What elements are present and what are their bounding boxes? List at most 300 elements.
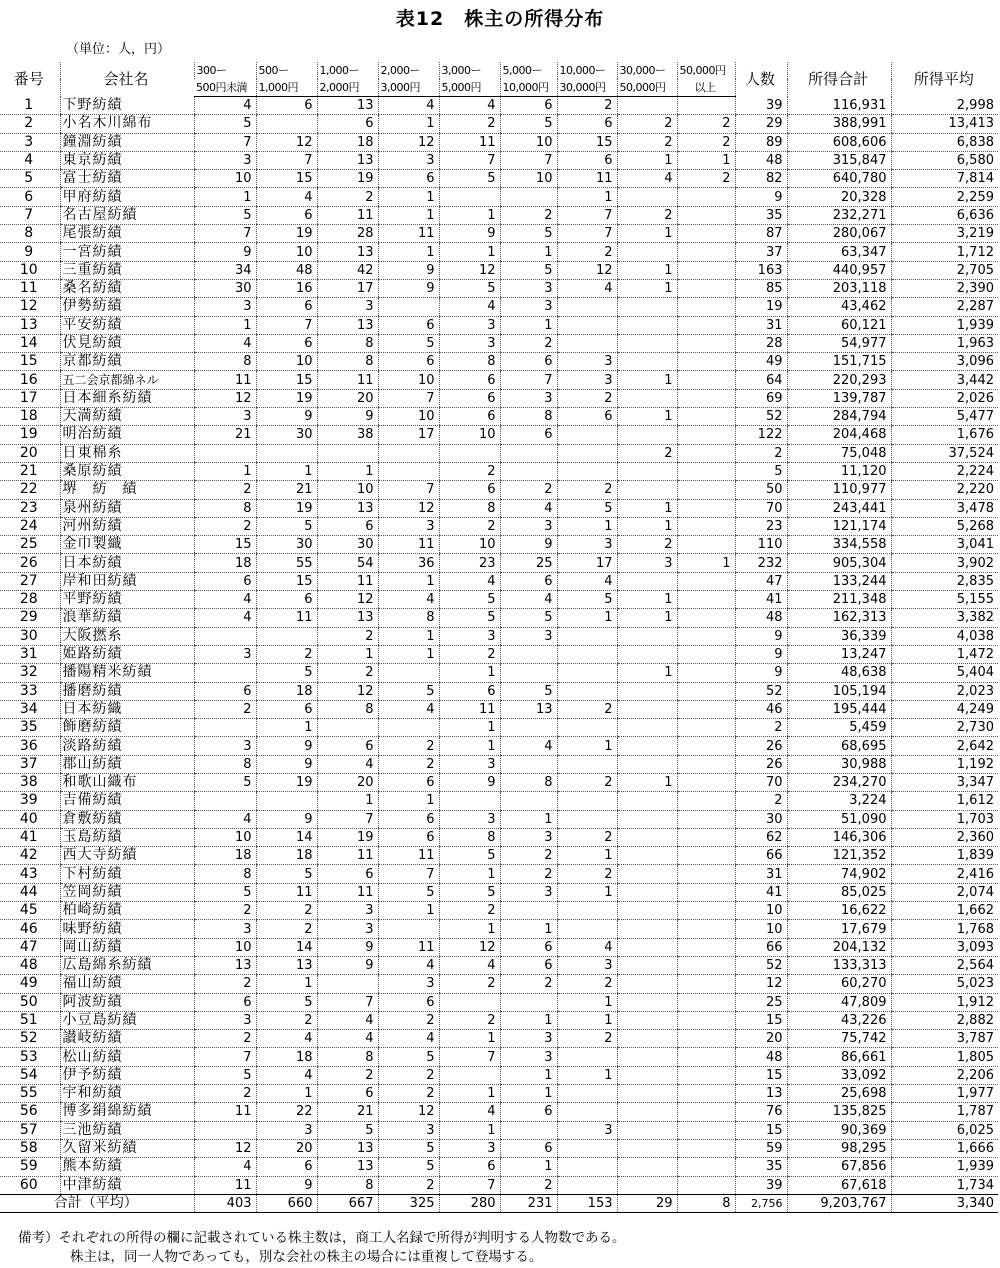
range-count-cell bbox=[617, 627, 677, 645]
range-count-cell: 1 bbox=[617, 225, 677, 243]
range-count-cell: 1 bbox=[194, 462, 256, 480]
range-count-cell: 12 bbox=[194, 389, 256, 407]
range-count-cell: 6 bbox=[500, 938, 557, 956]
range-count-cell bbox=[617, 700, 677, 718]
income-total: 5,459 bbox=[787, 719, 891, 737]
shareholder-count: 12 bbox=[735, 975, 787, 993]
range-count-cell: 9 bbox=[256, 810, 317, 828]
range-count-cell bbox=[677, 1121, 735, 1139]
income-total: 162,313 bbox=[787, 609, 891, 627]
range-count-cell: 11 bbox=[378, 938, 439, 956]
range-count-cell: 18 bbox=[256, 682, 317, 700]
range-count-cell bbox=[677, 828, 735, 846]
range-count-cell: 20 bbox=[256, 1139, 317, 1157]
range-count-cell: 2 bbox=[194, 700, 256, 718]
range-count-cell bbox=[617, 1121, 677, 1139]
income-average: 1,612 bbox=[891, 792, 998, 810]
company-name: 博多絹綿紡績 bbox=[60, 1103, 194, 1121]
range-count-cell: 11 bbox=[194, 371, 256, 389]
range-count-cell: 2 bbox=[378, 1011, 439, 1029]
company-name: 岡山紡績 bbox=[60, 938, 194, 956]
range-count-cell: 6 bbox=[500, 426, 557, 444]
income-average: 1,839 bbox=[891, 847, 998, 865]
row-number: 46 bbox=[0, 920, 60, 938]
header-range-top: 500ー bbox=[256, 62, 317, 79]
row-number: 48 bbox=[0, 956, 60, 974]
range-count-cell bbox=[557, 755, 617, 773]
range-count-cell: 9 bbox=[256, 737, 317, 755]
range-count-cell: 5 bbox=[194, 206, 256, 224]
range-count-cell: 1 bbox=[617, 664, 677, 682]
range-count-cell: 2 bbox=[256, 645, 317, 663]
range-count-cell bbox=[557, 316, 617, 334]
range-count-cell bbox=[557, 645, 617, 663]
range-count-cell: 4 bbox=[194, 1158, 256, 1176]
header-range-bottom: 10,000円 bbox=[500, 79, 557, 97]
range-count-cell: 1 bbox=[378, 243, 439, 261]
row-number: 11 bbox=[0, 279, 60, 297]
range-count-cell bbox=[617, 1030, 677, 1048]
shareholder-count: 85 bbox=[735, 279, 787, 297]
range-count-cell: 19 bbox=[256, 225, 317, 243]
income-average: 13,413 bbox=[891, 115, 998, 133]
range-count-cell bbox=[617, 462, 677, 480]
range-count-cell bbox=[557, 627, 617, 645]
row-number: 14 bbox=[0, 334, 60, 352]
notes bbox=[18, 1229, 626, 1267]
company-name: 吉備紡績 bbox=[60, 792, 194, 810]
income-average: 2,287 bbox=[891, 298, 998, 316]
range-count-cell: 19 bbox=[256, 499, 317, 517]
range-count-cell bbox=[677, 225, 735, 243]
range-count-cell: 12 bbox=[317, 591, 378, 609]
table-row bbox=[0, 462, 998, 480]
range-count-cell: 1 bbox=[557, 188, 617, 206]
range-count-cell: 10 bbox=[500, 170, 557, 188]
row-number: 37 bbox=[0, 755, 60, 773]
totals-count: 2,756 bbox=[735, 1194, 787, 1212]
table-row bbox=[0, 627, 998, 645]
shareholder-count: 50 bbox=[735, 481, 787, 499]
header-range-bottom: 2,000円 bbox=[317, 79, 378, 97]
range-count-cell: 8 bbox=[194, 499, 256, 517]
company-name: 富士紡績 bbox=[60, 170, 194, 188]
range-count-cell: 4 bbox=[378, 591, 439, 609]
company-name: 広島綿糸紡績 bbox=[60, 956, 194, 974]
shareholder-count: 48 bbox=[735, 151, 787, 169]
shareholder-count: 13 bbox=[735, 1085, 787, 1103]
income-average: 1,963 bbox=[891, 334, 998, 352]
range-count-cell: 1 bbox=[617, 773, 677, 791]
range-count-cell: 1 bbox=[557, 993, 617, 1011]
range-count-cell: 2 bbox=[557, 700, 617, 718]
range-count-cell: 2 bbox=[557, 97, 617, 115]
range-count-cell: 2 bbox=[194, 1030, 256, 1048]
income-total: 48,638 bbox=[787, 664, 891, 682]
range-count-cell: 4 bbox=[439, 1103, 500, 1121]
range-count-cell bbox=[256, 627, 317, 645]
range-count-cell: 4 bbox=[194, 609, 256, 627]
header-range-top: 300ー bbox=[194, 62, 256, 79]
row-number: 45 bbox=[0, 902, 60, 920]
range-count-cell: 2 bbox=[317, 188, 378, 206]
range-count-cell: 21 bbox=[256, 481, 317, 499]
range-count-cell: 3 bbox=[557, 1121, 617, 1139]
header-total: 所得合計 bbox=[787, 62, 891, 97]
row-number: 32 bbox=[0, 664, 60, 682]
range-count-cell: 9 bbox=[256, 1176, 317, 1194]
range-count-cell bbox=[617, 334, 677, 352]
range-count-cell: 4 bbox=[557, 938, 617, 956]
range-count-cell: 10 bbox=[194, 170, 256, 188]
range-count-cell: 11 bbox=[378, 847, 439, 865]
income-total: 204,468 bbox=[787, 426, 891, 444]
table-row bbox=[0, 353, 998, 371]
range-count-cell bbox=[439, 1066, 500, 1084]
range-count-cell: 3 bbox=[194, 737, 256, 755]
range-count-cell: 3 bbox=[557, 353, 617, 371]
range-count-cell: 3 bbox=[500, 517, 557, 535]
range-count-cell: 2 bbox=[557, 975, 617, 993]
range-count-cell: 11 bbox=[439, 700, 500, 718]
income-total: 315,847 bbox=[787, 151, 891, 169]
income-average: 37,524 bbox=[891, 444, 998, 462]
table-row bbox=[0, 481, 998, 499]
table-row bbox=[0, 993, 998, 1011]
range-count-cell: 19 bbox=[256, 389, 317, 407]
range-count-cell: 2 bbox=[378, 755, 439, 773]
income-total: 105,194 bbox=[787, 682, 891, 700]
range-count-cell: 10 bbox=[317, 481, 378, 499]
range-count-cell bbox=[677, 206, 735, 224]
company-name: 尾張紡績 bbox=[60, 225, 194, 243]
income-average: 6,025 bbox=[891, 1121, 998, 1139]
row-number: 26 bbox=[0, 554, 60, 572]
range-count-cell: 18 bbox=[256, 1048, 317, 1066]
range-count-cell: 6 bbox=[256, 591, 317, 609]
shareholder-count: 10 bbox=[735, 902, 787, 920]
row-number: 20 bbox=[0, 444, 60, 462]
range-count-cell: 2 bbox=[256, 1011, 317, 1029]
shareholder-count: 31 bbox=[735, 316, 787, 334]
income-total: 68,695 bbox=[787, 737, 891, 755]
range-count-cell: 1 bbox=[617, 261, 677, 279]
range-count-cell bbox=[617, 975, 677, 993]
shareholder-count: 35 bbox=[735, 206, 787, 224]
range-count-cell: 18 bbox=[317, 133, 378, 151]
company-name: 河州紡績 bbox=[60, 517, 194, 535]
range-count-cell bbox=[617, 316, 677, 334]
company-name: 浪華紡績 bbox=[60, 609, 194, 627]
range-count-cell: 20 bbox=[317, 773, 378, 791]
row-number: 33 bbox=[0, 682, 60, 700]
range-count-cell: 4 bbox=[439, 956, 500, 974]
range-count-cell: 7 bbox=[194, 225, 256, 243]
income-total: 204,132 bbox=[787, 938, 891, 956]
range-count-cell bbox=[677, 865, 735, 883]
row-number: 30 bbox=[0, 627, 60, 645]
range-count-cell: 1 bbox=[617, 517, 677, 535]
row-number: 31 bbox=[0, 645, 60, 663]
range-count-cell: 17 bbox=[317, 279, 378, 297]
range-count-cell bbox=[617, 719, 677, 737]
range-count-cell: 16 bbox=[256, 279, 317, 297]
range-count-cell bbox=[557, 1085, 617, 1103]
row-number: 2 bbox=[0, 115, 60, 133]
header-range-top: 10,000ー bbox=[557, 62, 617, 79]
header-range-bottom: 以上 bbox=[677, 79, 735, 97]
range-count-cell: 8 bbox=[317, 353, 378, 371]
range-count-cell bbox=[677, 755, 735, 773]
range-count-cell: 1 bbox=[378, 645, 439, 663]
company-name: 伏見紡績 bbox=[60, 334, 194, 352]
range-count-cell: 1 bbox=[439, 664, 500, 682]
income-average: 1,472 bbox=[891, 645, 998, 663]
range-count-cell bbox=[677, 462, 735, 480]
shareholder-count: 9 bbox=[735, 188, 787, 206]
table-row bbox=[0, 316, 998, 334]
income-average: 2,564 bbox=[891, 956, 998, 974]
company-name: 泉州紡績 bbox=[60, 499, 194, 517]
range-count-cell bbox=[677, 481, 735, 499]
range-count-cell: 2 bbox=[677, 133, 735, 151]
company-name: 金巾製織 bbox=[60, 536, 194, 554]
range-count-cell: 1 bbox=[378, 188, 439, 206]
range-count-cell: 6 bbox=[500, 572, 557, 590]
range-count-cell: 6 bbox=[256, 206, 317, 224]
income-total: 139,787 bbox=[787, 389, 891, 407]
range-count-cell: 10 bbox=[378, 408, 439, 426]
range-count-cell bbox=[557, 792, 617, 810]
range-count-cell: 4 bbox=[194, 810, 256, 828]
range-count-cell: 6 bbox=[500, 956, 557, 974]
table-row bbox=[0, 664, 998, 682]
range-count-cell: 5 bbox=[378, 1048, 439, 1066]
range-count-cell bbox=[617, 920, 677, 938]
range-count-cell bbox=[617, 847, 677, 865]
income-average: 5,023 bbox=[891, 975, 998, 993]
table-row bbox=[0, 609, 998, 627]
range-count-cell bbox=[677, 993, 735, 1011]
header-count: 人数 bbox=[735, 62, 787, 97]
range-count-cell: 5 bbox=[256, 517, 317, 535]
income-total: 43,462 bbox=[787, 298, 891, 316]
range-count-cell: 30 bbox=[194, 279, 256, 297]
income-average: 2,882 bbox=[891, 1011, 998, 1029]
range-count-cell: 36 bbox=[378, 554, 439, 572]
table-row bbox=[0, 865, 998, 883]
totals-cell: 325 bbox=[378, 1194, 439, 1212]
range-count-cell: 1 bbox=[500, 1085, 557, 1103]
income-average: 2,206 bbox=[891, 1066, 998, 1084]
range-count-cell: 4 bbox=[378, 700, 439, 718]
table-row bbox=[0, 920, 998, 938]
range-count-cell: 2 bbox=[500, 1176, 557, 1194]
company-name: 西大寺紡績 bbox=[60, 847, 194, 865]
shareholder-count: 15 bbox=[735, 1066, 787, 1084]
range-count-cell: 1 bbox=[439, 206, 500, 224]
range-count-cell: 12 bbox=[557, 261, 617, 279]
range-count-cell: 2 bbox=[378, 1176, 439, 1194]
shareholder-count: 10 bbox=[735, 920, 787, 938]
shareholder-count: 37 bbox=[735, 243, 787, 261]
range-count-cell bbox=[500, 645, 557, 663]
range-count-cell: 1 bbox=[256, 462, 317, 480]
table-row bbox=[0, 499, 998, 517]
range-count-cell: 4 bbox=[500, 499, 557, 517]
row-number: 15 bbox=[0, 353, 60, 371]
shareholder-count: 52 bbox=[735, 682, 787, 700]
totals-cell: 29 bbox=[617, 1194, 677, 1212]
shareholder-count: 70 bbox=[735, 773, 787, 791]
table-row bbox=[0, 719, 998, 737]
range-count-cell bbox=[500, 993, 557, 1011]
range-count-cell bbox=[378, 664, 439, 682]
range-count-cell: 2 bbox=[500, 334, 557, 352]
income-total: 133,313 bbox=[787, 956, 891, 974]
income-average: 4,038 bbox=[891, 627, 998, 645]
range-count-cell bbox=[557, 902, 617, 920]
row-number: 41 bbox=[0, 828, 60, 846]
range-count-cell: 5 bbox=[557, 499, 617, 517]
range-count-cell: 2 bbox=[500, 206, 557, 224]
range-count-cell bbox=[617, 426, 677, 444]
range-count-cell bbox=[557, 1103, 617, 1121]
note-line: 備考）それぞれの所得の欄に記載されている株主数は，商工人名録で所得が判明する人物数である。 bbox=[18, 1230, 626, 1246]
range-count-cell: 5 bbox=[378, 334, 439, 352]
range-count-cell bbox=[617, 188, 677, 206]
row-number: 60 bbox=[0, 1176, 60, 1194]
row-number: 47 bbox=[0, 938, 60, 956]
range-count-cell bbox=[617, 1085, 677, 1103]
income-total: 232,271 bbox=[787, 206, 891, 224]
range-count-cell: 3 bbox=[500, 883, 557, 901]
range-count-cell bbox=[677, 1030, 735, 1048]
totals-average: 3,340 bbox=[891, 1194, 998, 1212]
range-count-cell: 2 bbox=[557, 773, 617, 791]
table-row bbox=[0, 151, 998, 169]
income-total: 16,622 bbox=[787, 902, 891, 920]
income-total: 203,118 bbox=[787, 279, 891, 297]
range-count-cell: 11 bbox=[317, 206, 378, 224]
company-name: 松山紡績 bbox=[60, 1048, 194, 1066]
income-total: 116,931 bbox=[787, 97, 891, 115]
table-row bbox=[0, 225, 998, 243]
income-average: 2,360 bbox=[891, 828, 998, 846]
range-count-cell: 1 bbox=[439, 1030, 500, 1048]
range-count-cell bbox=[677, 591, 735, 609]
range-count-cell: 4 bbox=[256, 1066, 317, 1084]
range-count-cell: 1 bbox=[378, 627, 439, 645]
range-count-cell: 1 bbox=[378, 572, 439, 590]
range-count-cell bbox=[194, 444, 256, 462]
income-total: 284,794 bbox=[787, 408, 891, 426]
shareholder-count: 110 bbox=[735, 536, 787, 554]
income-average: 2,220 bbox=[891, 481, 998, 499]
header-range-bottom: 5,000円 bbox=[439, 79, 500, 97]
shareholder-count: 62 bbox=[735, 828, 787, 846]
range-count-cell: 5 bbox=[378, 682, 439, 700]
totals-cell: 153 bbox=[557, 1194, 617, 1212]
shareholder-count: 9 bbox=[735, 664, 787, 682]
table-row bbox=[0, 645, 998, 663]
company-name: 淡路紡績 bbox=[60, 737, 194, 755]
range-count-cell: 4 bbox=[317, 755, 378, 773]
range-count-cell: 10 bbox=[194, 938, 256, 956]
range-count-cell: 2 bbox=[500, 865, 557, 883]
row-number: 52 bbox=[0, 1030, 60, 1048]
income-average: 2,023 bbox=[891, 682, 998, 700]
range-count-cell: 5 bbox=[500, 261, 557, 279]
range-count-cell bbox=[677, 353, 735, 371]
range-count-cell: 3 bbox=[378, 517, 439, 535]
range-count-cell: 1 bbox=[500, 1158, 557, 1176]
company-name: 宇和紡績 bbox=[60, 1085, 194, 1103]
range-count-cell bbox=[677, 773, 735, 791]
range-count-cell: 3 bbox=[194, 151, 256, 169]
range-count-cell bbox=[378, 920, 439, 938]
range-count-cell: 11 bbox=[317, 847, 378, 865]
income-total: 43,226 bbox=[787, 1011, 891, 1029]
shareholder-count: 5 bbox=[735, 462, 787, 480]
header-range-top: 1,000ー bbox=[317, 62, 378, 79]
range-count-cell bbox=[677, 1048, 735, 1066]
row-number: 12 bbox=[0, 298, 60, 316]
range-count-cell: 1 bbox=[439, 865, 500, 883]
range-count-cell: 30 bbox=[256, 536, 317, 554]
range-count-cell: 10 bbox=[194, 828, 256, 846]
range-count-cell: 4 bbox=[317, 1030, 378, 1048]
range-count-cell: 34 bbox=[194, 261, 256, 279]
range-count-cell: 6 bbox=[317, 865, 378, 883]
range-count-cell: 5 bbox=[194, 115, 256, 133]
range-count-cell bbox=[617, 1158, 677, 1176]
table-row bbox=[0, 700, 998, 718]
table-row bbox=[0, 755, 998, 773]
range-count-cell: 23 bbox=[439, 554, 500, 572]
income-average: 1,805 bbox=[891, 1048, 998, 1066]
range-count-cell: 6 bbox=[256, 97, 317, 115]
range-count-cell bbox=[677, 627, 735, 645]
range-count-cell: 5 bbox=[439, 883, 500, 901]
range-count-cell: 1 bbox=[557, 517, 617, 535]
range-count-cell bbox=[677, 975, 735, 993]
range-count-cell: 15 bbox=[557, 133, 617, 151]
range-count-cell bbox=[677, 517, 735, 535]
income-total: 13,247 bbox=[787, 645, 891, 663]
income-average: 2,730 bbox=[891, 719, 998, 737]
range-count-cell: 13 bbox=[317, 97, 378, 115]
shareholder-count: 52 bbox=[735, 956, 787, 974]
range-count-cell: 7 bbox=[557, 206, 617, 224]
company-name: 和歌山織布 bbox=[60, 773, 194, 791]
totals-label: 合計（平均） bbox=[0, 1194, 194, 1212]
range-count-cell: 9 bbox=[500, 536, 557, 554]
range-count-cell: 1 bbox=[378, 792, 439, 810]
income-total: 334,558 bbox=[787, 536, 891, 554]
range-count-cell: 6 bbox=[557, 151, 617, 169]
range-count-cell: 6 bbox=[378, 316, 439, 334]
income-total: 67,856 bbox=[787, 1158, 891, 1176]
table-row bbox=[0, 883, 998, 901]
range-count-cell bbox=[677, 902, 735, 920]
company-name: 郡山紡績 bbox=[60, 755, 194, 773]
income-average: 1,939 bbox=[891, 1158, 998, 1176]
range-count-cell: 4 bbox=[557, 279, 617, 297]
range-count-cell bbox=[557, 682, 617, 700]
range-count-cell: 8 bbox=[194, 353, 256, 371]
range-count-cell: 10 bbox=[439, 536, 500, 554]
